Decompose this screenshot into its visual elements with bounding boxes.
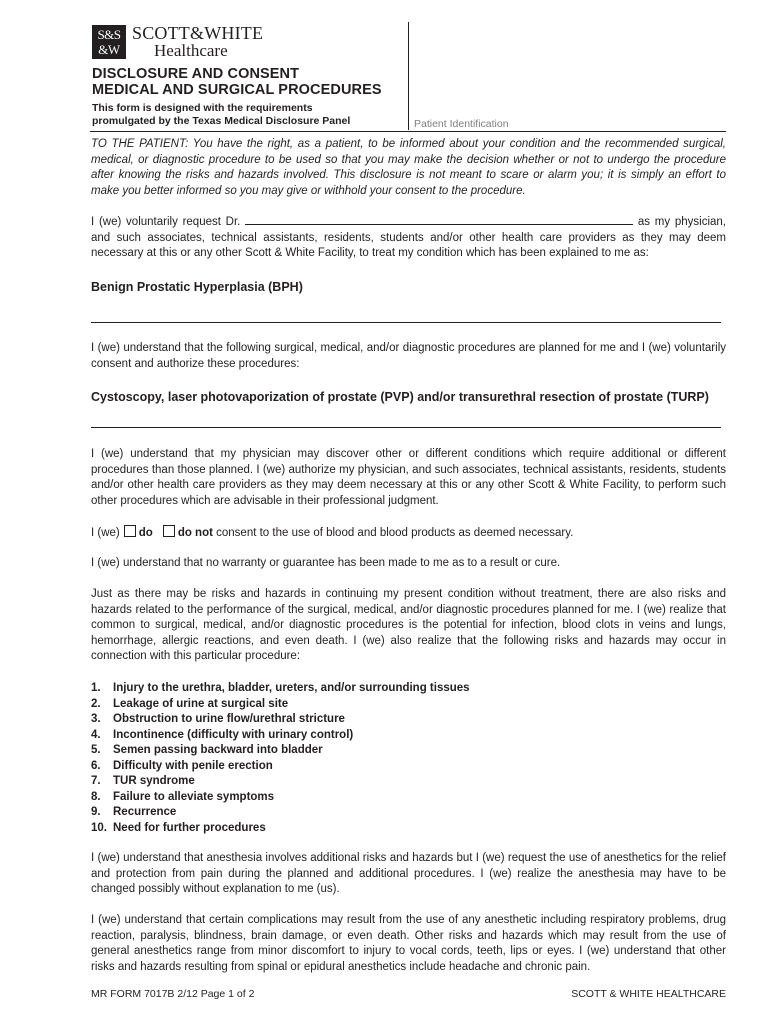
procedures-intro: I (we) understand that the following surgical, medical, and/or diagnostic procedures are planned for me and I (we) voluntarily consent and authorize these procedures:: [91, 342, 726, 370]
request-suffix: as my physician,: [633, 216, 727, 228]
header-divider: [408, 22, 409, 130]
complications-paragraph: I (we) understand that certain complications may result from the use of any anesthetic including respiratory problems, drug reaction, paralysis, blindness, brain damage, or even death. Other risks and hazards which may result from the use of general anesthetics range from minor discomfort to injury to vocal cords, teeth, lips or eyes. I (we) understand that other risks and hazards resulting from spinal or epidural anesthetics include headache and chronic pain.: [91, 914, 726, 973]
risk-number: 3.: [91, 713, 101, 725]
procedure-rule: [91, 427, 721, 428]
risk-number: 1.: [91, 682, 101, 694]
blood-suffix: consent to the use of blood and blood products as deemed necessary.: [216, 527, 574, 539]
request-rest: and such associates, technical assistants, residents, students and/or other health care providers as they may deem necessary at this or any other Scott & White Facility, to treat my condition which has been explained to me as:: [91, 231, 726, 259]
risks-intro-paragraph: Just as there may be risks and hazards in continuing my present condition without treatment, there are also risks and hazards related to the performance of the surgical, medical, and/or diagnostic procedures planned for me. I (we) realize that common to surgical, medical, and/or diagnostic procedures is the potential for infection, blood clots in veins and lungs, hemorrhage, allergic reactions, and even death. I (we) also realize that the following risks and hazards may occur in connection with this particular procedure:: [91, 588, 726, 662]
footer-form-number: MR FORM 7017B 2/12 Page 1 of 2: [91, 988, 255, 1000]
risk-text: TUR syndrome: [113, 775, 195, 787]
risk-text: Need for further procedures: [113, 821, 266, 834]
risk-list: [91, 681, 470, 836]
scott-white-logo: [92, 24, 263, 60]
form-title: [92, 66, 382, 98]
form-subtitle-line2: promulgated by the Texas Medical Disclosure Panel: [92, 115, 351, 127]
risk-number: 6.: [91, 759, 101, 772]
request-prefix: I (we) voluntarily request Dr.: [91, 216, 246, 228]
risk-text: Incontinence (difficulty with urinary control): [113, 728, 354, 741]
physician-name-field[interactable]: [245, 214, 633, 225]
risk-item: [91, 712, 470, 728]
risk-item: [91, 805, 470, 821]
risk-item: [91, 697, 470, 713]
form-subtitle-line1: This form is designed with the requirements: [92, 102, 313, 114]
other-conditions-paragraph: I (we) understand that my physician may discover other or different conditions which require additional or different procedures than those planned. I (we) authorize my physician, and such associates, technical assistants, residents, students and/or other health care providers as they may deem necessary at this or any other Scott & White Facility, to perform such other procedures which are advisable in their professional judgment.: [91, 448, 726, 507]
header-rule: [90, 131, 726, 132]
anesthesia-paragraph: I (we) understand that anesthesia involves additional risks and hazards but I (we) request the use of anesthetics for the relief and protection from pain during the planned and additional procedures. I (we) realize the anesthesia may have to be changed possibly without explanation to me (us).: [91, 852, 726, 895]
risk-text: Leakage of urine at surgical site: [113, 697, 289, 710]
logo-name: SCOTT&WHITE: [132, 23, 264, 43]
risk-number: 8.: [91, 790, 101, 803]
risk-number: 2.: [91, 697, 101, 710]
risk-number: 10.: [91, 821, 107, 834]
patient-identification-label: Patient Identification: [414, 118, 509, 130]
blood-do-not-checkbox[interactable]: [163, 525, 175, 537]
blood-do-label: do: [138, 527, 153, 539]
logo-mark-bottom: &W: [98, 42, 120, 57]
footer-organization: SCOTT & WHITE HEALTHCARE: [571, 988, 726, 1000]
risk-number: 4.: [91, 728, 101, 741]
risk-number: 5.: [91, 744, 101, 756]
logo-sub: Healthcare: [154, 41, 228, 60]
risk-text: Injury to the urethra, bladder, ureters, and/or surrounding tissues: [113, 682, 470, 694]
request-paragraph: [91, 214, 726, 262]
blood-do-not-label: do not: [177, 527, 213, 539]
intro-paragraph: TO THE PATIENT: You have the right, as a patient, to be informed about your condition and the recommended surgical, medical, or diagnostic procedure to be used so that you may make the decision whether or not to undergo the procedure after knowing the risks and hazards involved. This disclosure is not meant to scare or alarm you; it is simply an effort to make you better informed so you may give or withhold your consent to the procedure.: [91, 138, 726, 197]
form-title-line2: MEDICAL AND SURGICAL PROCEDURES: [92, 82, 382, 98]
risk-text: Failure to alleviate symptoms: [113, 790, 275, 803]
blood-do-checkbox[interactable]: [124, 525, 136, 537]
risk-text: Semen passing backward into bladder: [113, 744, 323, 756]
warranty-paragraph: I (we) understand that no warranty or guarantee has been made to me as to a result or cure.: [91, 557, 561, 569]
blood-prefix: I (we): [91, 527, 120, 539]
procedure-text: Cystoscopy, laser photovaporization of prostate (PVP) and/or transurethral resection of prostate (TURP): [91, 390, 709, 404]
risk-number: 9.: [91, 806, 101, 818]
risk-text: Obstruction to urine flow/urethral stricture: [113, 713, 345, 725]
risk-item: [91, 759, 470, 775]
blood-consent-line: [91, 525, 726, 542]
risk-text: Recurrence: [113, 806, 177, 818]
form-title-line1: DISCLOSURE AND CONSENT: [92, 66, 300, 82]
risk-item: [91, 790, 470, 806]
risk-item: [91, 821, 470, 837]
risk-item: [91, 681, 470, 697]
logo-mark-icon: [92, 25, 126, 59]
risk-text: Difficulty with penile erection: [113, 759, 273, 772]
condition-rule: [91, 322, 721, 323]
risk-item: [91, 728, 470, 744]
logo-mark-top: S&S: [97, 27, 121, 42]
form-subtitle: [92, 102, 350, 128]
condition-text: Benign Prostatic Hyperplasia (BPH): [91, 280, 303, 294]
risk-item: [91, 774, 470, 790]
risk-item: [91, 743, 470, 759]
risk-number: 7.: [91, 775, 101, 787]
logo-text: [132, 24, 263, 60]
